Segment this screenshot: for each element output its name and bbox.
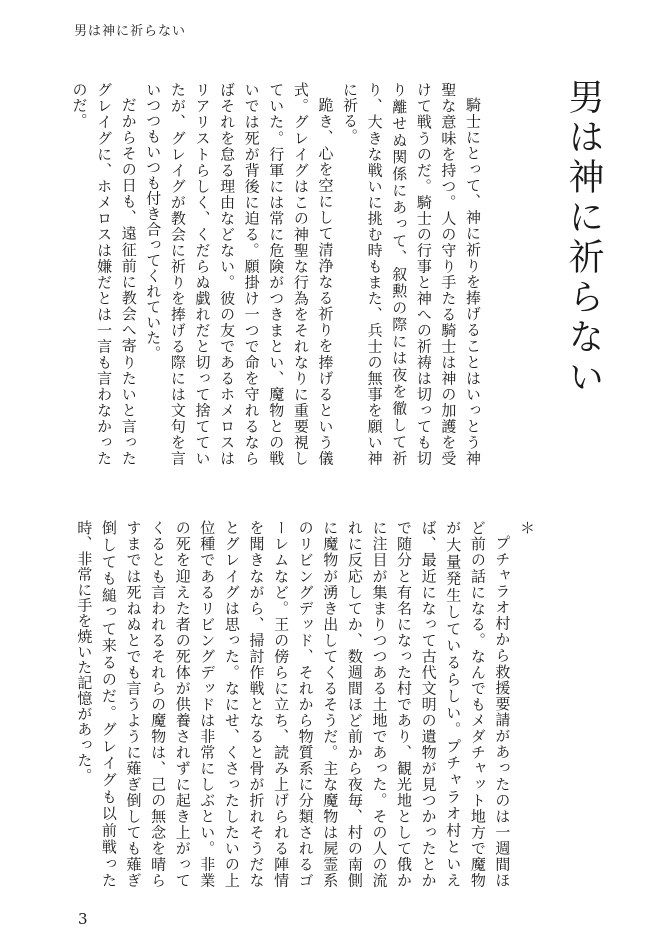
section-separator: ＊ xyxy=(518,520,536,536)
text-block-section-one xyxy=(55,82,485,466)
paragraph: 跪き、心を空にして清浄なる祈りを捧げるという儀式。グレイグはこの神聖な行為をそれなりに重要視していた。行軍には常に危険がつきまとい、魔物との戦いでは死が背後に迫る。願掛け一つで命を守れるならばそれを怠る理由などない。彼の友であるホメロスはリアリストらしく、くだらぬ戯れだと切って捨てていたが、グレイグが教会に祈りを捧げる際には文句を言いつつもいつも付き合ってくれていた。 xyxy=(144,82,335,466)
text-block-section-two xyxy=(69,520,539,888)
paragraph: だからその日も、遠征前に教会へ寄りたいと言ったグレイグに、ホメロスは嫌だとは一言も言わなかったのだ。 xyxy=(70,82,138,466)
paragraph: 騎士にとって、神に祈りを捧げることはいっとう神聖な意味を持つ。人の守り手たる騎士は神の加護を受けて戦うのだ。騎士の行事と神への祈祷は切っても切り離せぬ関係にあって、叙勲の際には夜を徹して祈り、大きな戦いに挑む時もまた、兵士の無事を願い神に祈る。 xyxy=(341,82,482,466)
paragraph: プチャラオ村から救援要請があったのは一週間ほど前の話になる。なんでもメダチャット地方で魔物が大量発生しているらしい。プチャラオ村といえば、最近になって古代文明の遺物が見つかったとかで随分と有名になった村であり、観光地として俄かに注目が集まりつつある土地であった。その人の流れに反応してか、数週間ほど前から夜毎、村の南側に魔物が湧き出してくるそうだ。主な魔物は屍霊系のリビングデッド、それから物質系に分類されるゴーレムなど。王の傍らに立ち、読み上げられる陣情を聞きながら、掃討作戦となると骨が折れそうだなとグレイグは思った。なにせ、くさったしたいの上位種であるリビングデッドは非常にしぶとい。非業の死を迎えた者の死体が供養されずに起き上がってくるとも言われるそれらの魔物は、己の無念を晴らすまでは死ねぬとでも言うように薙ぎ倒しても薙ぎ倒しても縋って来るのだ。グレイグも以前戦った時、非常に手を焼いた記憶があった。 xyxy=(75,520,512,888)
page-number: 3 xyxy=(78,910,88,928)
chapter-title: 男は神に祈らない xyxy=(563,78,604,398)
running-header: 男は神に祈らない xyxy=(74,24,187,39)
